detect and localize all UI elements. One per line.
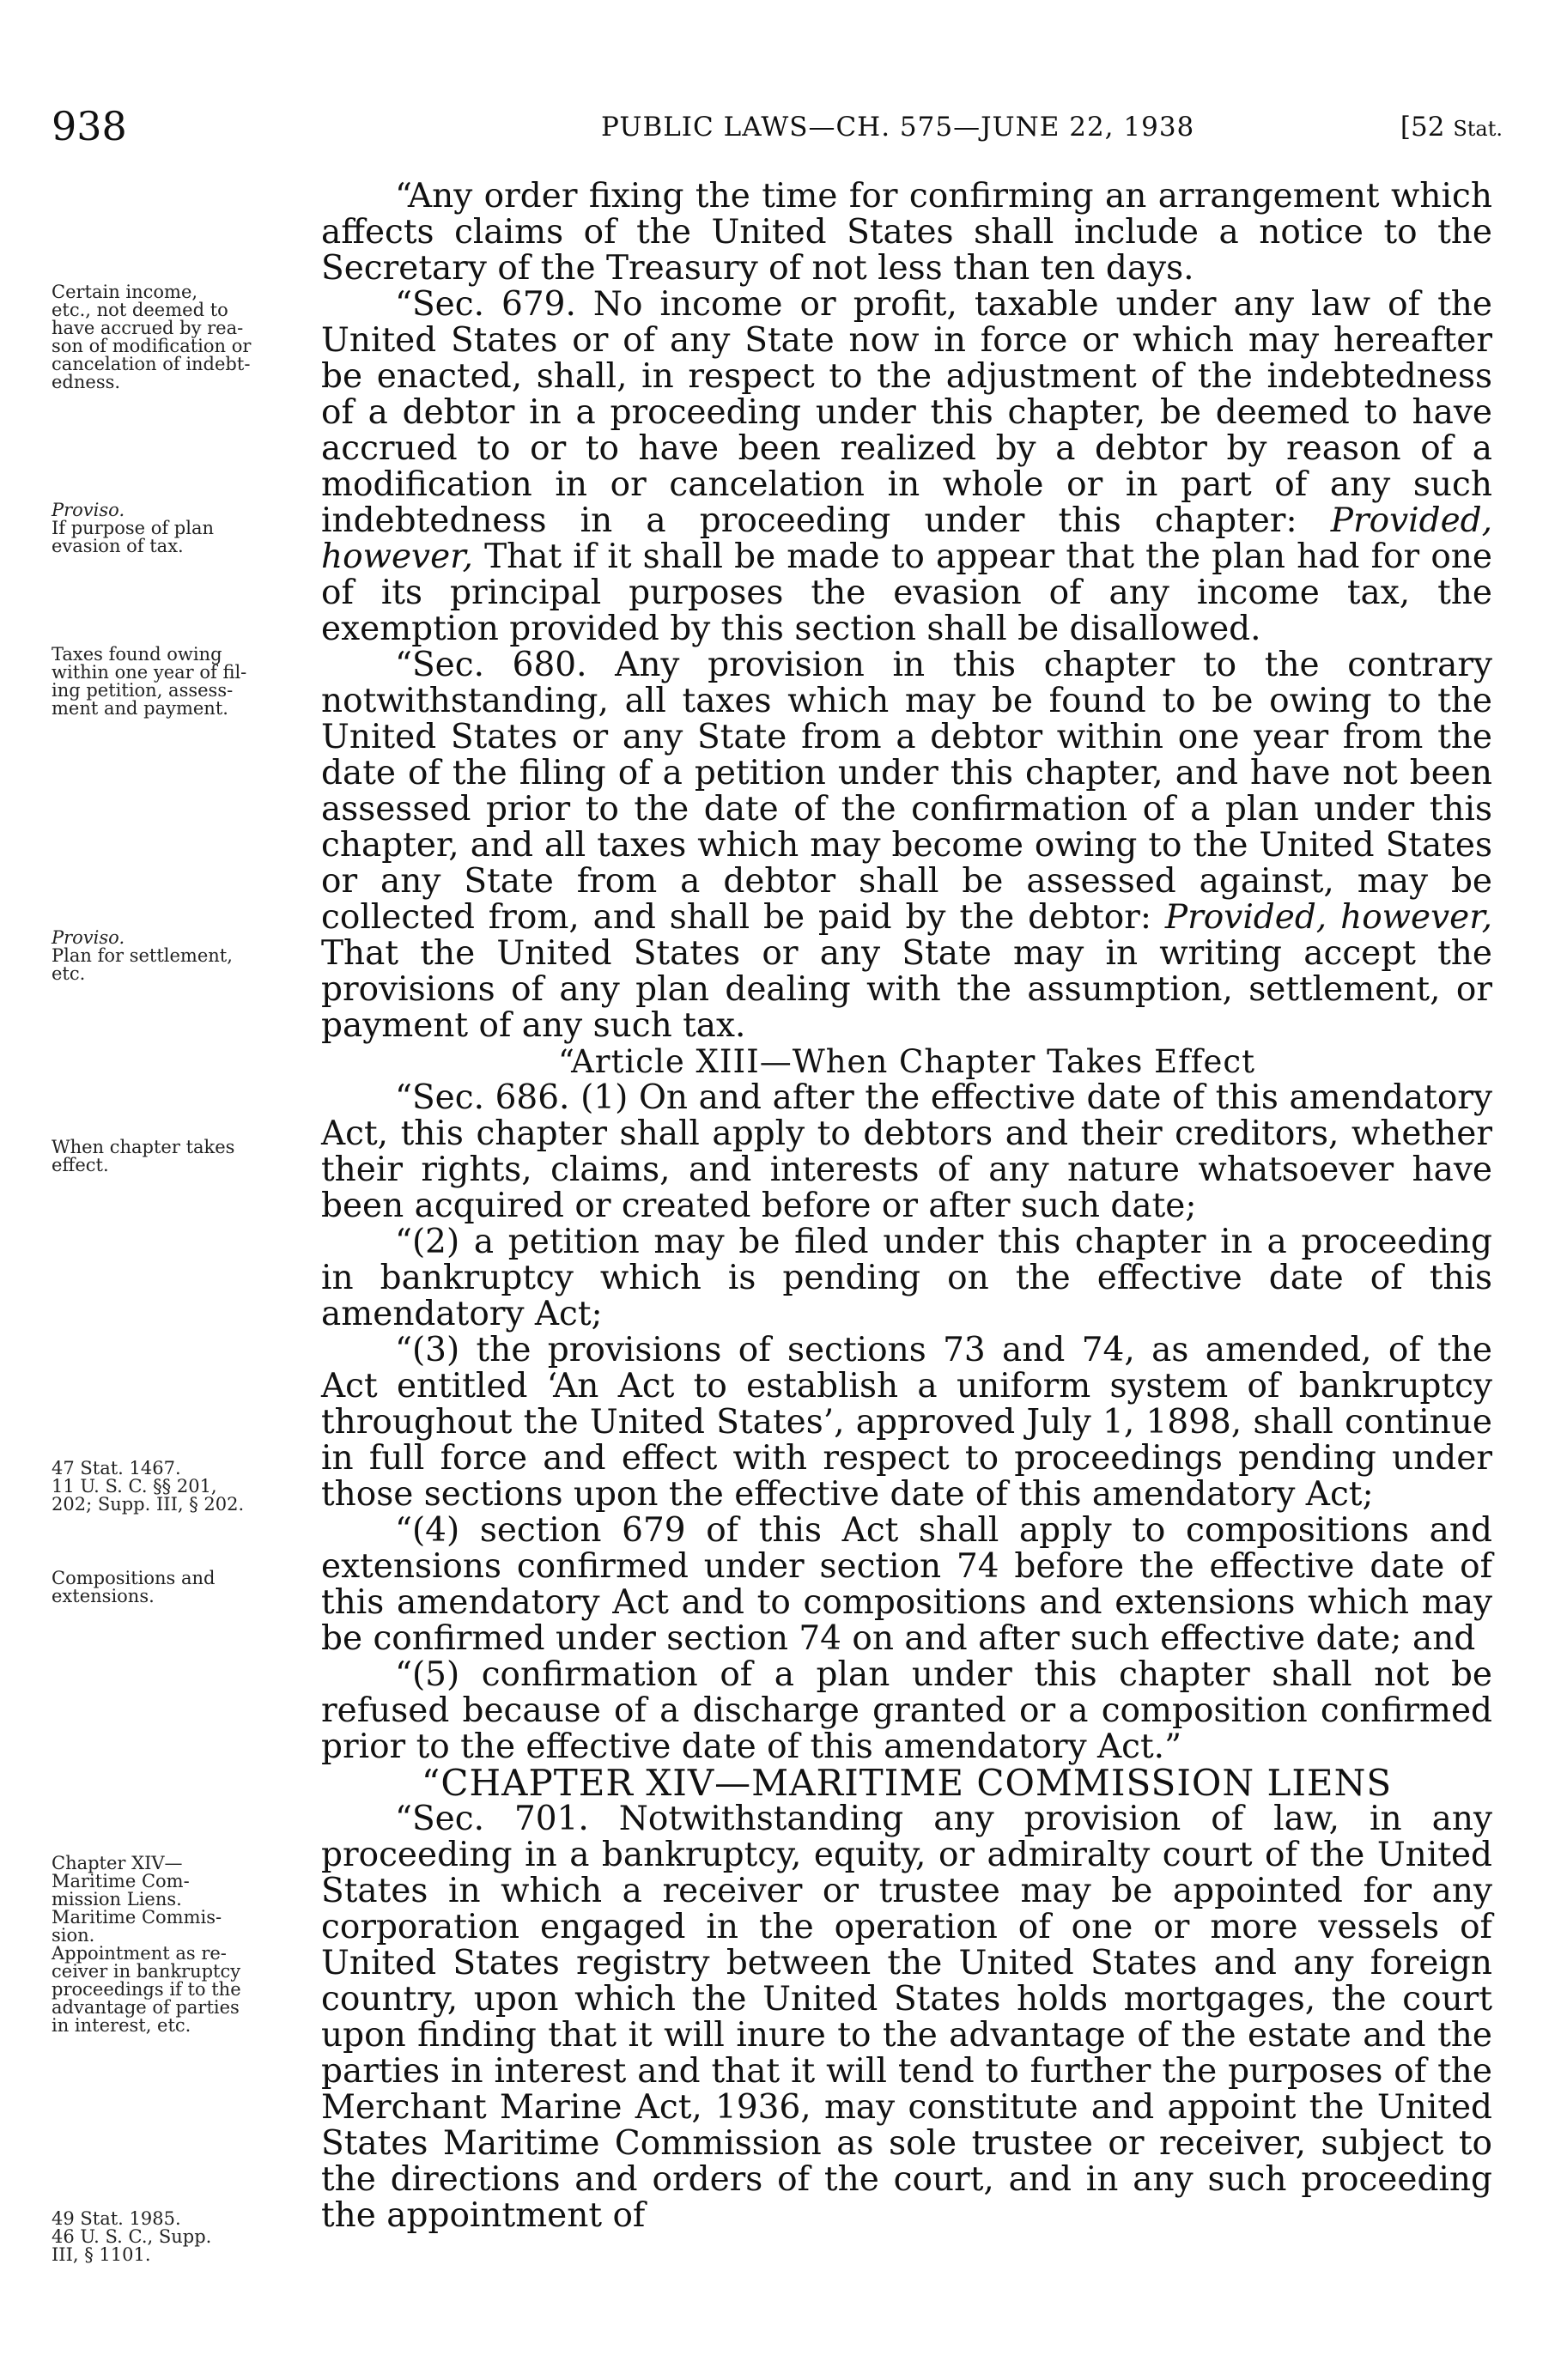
margin-line: have accrued by rea- (52, 318, 244, 338)
section-701: “Sec. 701. Notwithstanding any provision of law, in any proceeding in a bankruptcy, equity, or admiralty court of the United States in which a receiver or trustee may be appointed for any corporation engaged in the operation of one or more vessels of United States registry between the United States and any foreign country, upon which the United States holds mortgages, the court upon finding that it will inure to the advantage of the estate and the parties in interest and that it will tend to further the purposes of the Merchant Marine Act, 1936, may constitute and appoint the United States Maritime Commission as sole trustee or receiver, subject to the directions and orders of the court, and in any such proceeding the appointment of (321, 1800, 1492, 2235)
margin-line: Plan for settlement, (52, 945, 233, 966)
margin-line: ment and payment. (52, 698, 228, 719)
section-680-rest: That the United States or any State may in writing accept the provisions of any plan dealing with the assumption, settlement, or payment of any such tax. (321, 934, 1492, 1045)
margin-note-chapter-14 (52, 1855, 309, 2035)
section-679-text: “Sec. 679. No income or profit, taxable under any law of the United States or of any State now in force or which may hereafter be enacted, shall, in respect to the adjustment of the indebtedness of a debtor in a proceeding under this chapter, be deemed to have accrued to or to have been realized by a debtor by reason of a modification in or cancelation in whole or in part of any such indebtedness in a proceeding under this chapter: (321, 285, 1492, 540)
margin-line: Compositions and (52, 1568, 216, 1588)
section-679-rest: That if it shall be made to appear that the plan had for one of its principal purposes the evasion of any income tax, the exemption provided by this section shall be disallowed. (321, 537, 1492, 648)
margin-note-proviso-1 (52, 501, 309, 556)
margin-note-proviso-2 (52, 929, 309, 983)
margin-line: edness. (52, 372, 121, 392)
margin-line: Maritime Com- (52, 1871, 190, 1891)
margin-note-taxes (52, 646, 309, 718)
margin-line: Chapter XIV— (52, 1853, 183, 1873)
section-686-item-3: “(3) the provisions of sections 73 and 74, as amended, of the Act entitled ‘An Act to establish a uniform system of bankruptcy throughout the United States’, approved July 1, 1898, shall continue in full force and effect with respect to proceedings pending under those sections upon the effective date of this amendatory Act; (321, 1331, 1492, 1514)
margin-line: ceiver in bankruptcy (52, 1961, 241, 1982)
section-686-item-5: “(5) confirmation of a plan under this chapter shall not be refused because of a discharge granted or a composition confirmed prior to the effective date of this amendatory Act.” (321, 1655, 1492, 1766)
margin-line: extensions. (52, 1586, 155, 1606)
body-text (321, 179, 1492, 2234)
section-680-proviso: Provided, however, (1164, 898, 1493, 937)
margin-citation-2 (52, 2210, 309, 2264)
section-679-proviso: Provided, however, (321, 501, 1493, 576)
margin-line: ing petition, assess- (52, 680, 234, 701)
margin-line: evasion of tax. (52, 536, 184, 556)
margin-line: in interest, etc. (52, 2015, 191, 2036)
margin-line: Proviso. (52, 500, 125, 520)
page-number: 938 (52, 103, 127, 149)
chapter-heading: “CHAPTER XIV—MARITIME COMMISSION LIENS (421, 1762, 1393, 1804)
margin-line: etc. (52, 963, 86, 984)
margin-note-compositions (52, 1569, 309, 1606)
stat-volume: [52 (1400, 112, 1454, 143)
section-679 (321, 287, 1492, 647)
margin-line: 11 U. S. C. §§ 201, (52, 1476, 217, 1497)
running-head: PUBLIC LAWS—CH. 575—JUNE 22, 1938 (601, 112, 1195, 143)
margin-line: mission Liens. (52, 1889, 182, 1909)
margin-citation-1 (52, 1460, 309, 1514)
margin-line: 47 Stat. 1467. (52, 1458, 181, 1478)
page-header (52, 103, 1503, 155)
statute-reference (1400, 112, 1503, 143)
margin-line: etc., not deemed to (52, 300, 228, 320)
paragraph-notice: “Any order fixing the time for confirming an arrangement which affects claims of the United States shall include a notice to the Secretary of the Treasury of not less than ten days. (321, 177, 1492, 288)
margin-line: III, § 1101. (52, 2244, 151, 2265)
margin-line: If purpose of plan (52, 518, 215, 538)
margin-line: Maritime Commis- (52, 1907, 222, 1928)
margin-line: Taxes found owing (52, 644, 222, 665)
margin-line: advantage of parties (52, 1997, 240, 2018)
margin-line: When chapter takes (52, 1137, 235, 1157)
margin-line: son of modification or (52, 336, 252, 356)
section-686-item-2: “(2) a petition may be filed under this chapter in a proceeding in bankruptcy which is pending on the effective date of this amendatory Act; (321, 1223, 1492, 1333)
margin-line: 202; Supp. III, § 202. (52, 1494, 245, 1515)
margin-line: Appointment as re- (52, 1943, 227, 1964)
margin-note-effect (52, 1138, 309, 1175)
margin-line: proceedings if to the (52, 1979, 241, 2000)
margin-note-income (52, 283, 309, 392)
margin-line: effect. (52, 1155, 109, 1175)
stat-abbrev: Stat. (1453, 117, 1503, 141)
margin-line: within one year of fil- (52, 662, 247, 683)
section-680 (321, 647, 1492, 1044)
margin-line: 46 U. S. C., Supp. (52, 2226, 212, 2247)
section-686-item-4: “(4) section 679 of this Act shall apply to compositions and extensions confirmed under section 74 before the effective date of this amendatory Act and to compositions and extensions which may be confirmed under section 74 on and after such effective date; and (321, 1511, 1492, 1658)
margin-line: Proviso. (52, 927, 125, 948)
margin-line: Certain income, (52, 282, 198, 302)
section-680-text: “Sec. 680. Any provision in this chapter to the contrary notwithstanding, all taxes which may be found to be owing to the United States or any State from a debtor within one year from the date of the filing of a petition under this chapter, and have not been assessed prior to the date of the confirmation of a plan under this chapter, and all taxes which may become owing to the United States or any State from a debtor shall be assessed against, may be collected from, and shall be paid by the debtor: (321, 646, 1492, 937)
margin-line: 49 Stat. 1985. (52, 2208, 181, 2229)
margin-line: cancelation of indebt- (52, 354, 251, 374)
margin-line: sion. (52, 1925, 95, 1946)
section-686: “Sec. 686. (1) On and after the effective date of this amendatory Act, this chapter shall apply to debtors and their creditors, whether their rights, claims, and interests of any nature whatsoever have been acquired or created before or after such date; (321, 1078, 1492, 1225)
article-heading: “Article XIII—When Chapter Takes Effect (558, 1043, 1255, 1080)
